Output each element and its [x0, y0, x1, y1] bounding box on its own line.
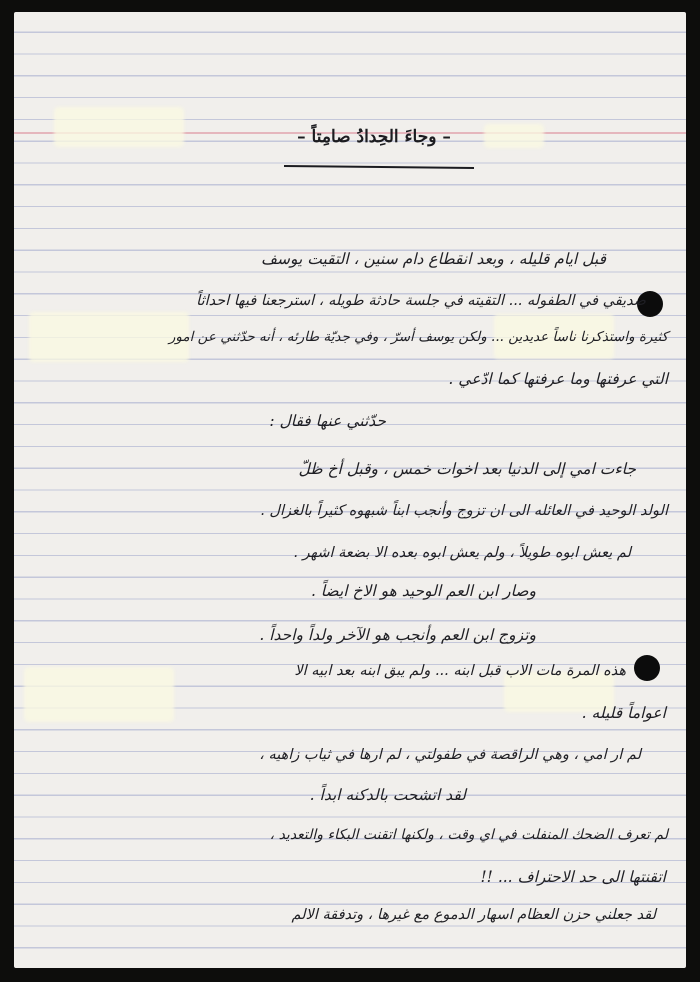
- text-line: صديقي في الطفوله ... التقيته في جلسة حادثة طويله ، استرجعنا فيها احداثاً: [196, 293, 646, 309]
- text-line: قبل ايام قليله ، وبعد انقطاع دام سنين ، التقيت يوسف: [260, 250, 606, 268]
- text-line: وصار ابن العم الوحيد هو الاخ ايضاً .: [310, 582, 536, 600]
- text-line: لم يعش ابوه طويلاً ، ولم يعش ابوه بعده الا بضعة اشهر .: [293, 545, 631, 561]
- text-line: الولد الوحيد في العائله الى ان تزوج وأنجب ابناً شبهوه كثيراً بالغزال .: [260, 503, 668, 519]
- title-underline: [284, 165, 474, 169]
- text-line: لم تعرف الضحك المنفلت في اي وقت ، ولكنها اتقنت البكاء والتعديد ،: [269, 827, 668, 843]
- text-line: جاءت امي إلى الدنيا بعد اخوات خمس ، وقبل أخ ظلّ: [298, 460, 636, 478]
- tape-mark: [54, 107, 184, 147]
- text-line: لم ار امي ، وهي الراقصة في طفولتي ، لم ارها في ثياب زاهيه ،: [259, 747, 641, 763]
- paper-sheet: [14, 12, 686, 968]
- text-line: لقد اتشحت بالدكنه ابداً .: [309, 786, 466, 804]
- text-line: حدّثني عنها فقال :: [269, 412, 386, 430]
- text-line: كثيرة واستذكرنا ناساً عديدين ... ولكن يوسف أسرّ ، وفي جديّة طارئه ، أنه حدّثني عن امور: [168, 329, 668, 345]
- text-line: هذه المرة مات الاب قبل ابنه ... ولم يبق ابنه بعد ابيه الا: [294, 663, 626, 679]
- text-line: اعواماً قليله .: [581, 704, 666, 722]
- page-title: – وجاءَ الحِدادُ صامِتاً –: [297, 127, 451, 147]
- text-line: وتزوج ابن العم وأنجب هو الآخر ولداً واحداً .: [259, 626, 536, 644]
- tape-mark: [484, 124, 544, 148]
- text-line: اتقنتها الى حد الاحتراف ... !!: [480, 868, 666, 886]
- tape-mark: [24, 667, 174, 722]
- text-line: التي عرفتها وما عرفتها كما ادّعي .: [448, 370, 668, 388]
- punch-hole: [634, 655, 660, 681]
- tape-mark: [29, 312, 189, 362]
- text-line: لقد جعلني حزن العظام اسهار الدموع مع غيرها ، وتدفقة الالم: [291, 907, 656, 923]
